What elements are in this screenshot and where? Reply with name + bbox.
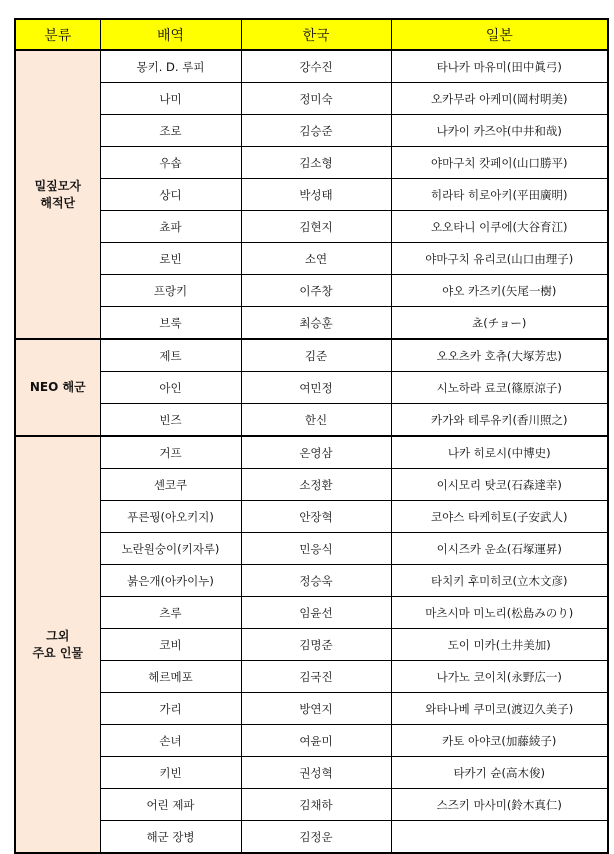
korean-actor-cell: 김현지 bbox=[241, 211, 391, 243]
role-cell: 아인 bbox=[100, 372, 241, 404]
role-cell: 프랑키 bbox=[100, 275, 241, 307]
japanese-actor-cell: 이시모리 탓코(石森達幸) bbox=[391, 469, 608, 501]
japanese-actor-cell: 야오 카즈키(矢尾一樹) bbox=[391, 275, 608, 307]
table-row bbox=[15, 565, 608, 597]
japanese-actor-cell: 야마구치 유리코(山口由理子) bbox=[391, 243, 608, 275]
role-cell: 상디 bbox=[100, 179, 241, 211]
table-row bbox=[15, 821, 608, 854]
table-row bbox=[15, 533, 608, 565]
korean-actor-cell: 정승욱 bbox=[241, 565, 391, 597]
table-row bbox=[15, 469, 608, 501]
japanese-actor-cell: 오카무라 아케미(岡村明美) bbox=[391, 83, 608, 115]
role-cell: 가리 bbox=[100, 693, 241, 725]
korean-actor-cell: 김채하 bbox=[241, 789, 391, 821]
korean-actor-cell: 임윤선 bbox=[241, 597, 391, 629]
korean-actor-cell: 소연 bbox=[241, 243, 391, 275]
korean-actor-cell: 민응식 bbox=[241, 533, 391, 565]
header-role: 배역 bbox=[100, 19, 241, 50]
japanese-actor-cell: 타카기 슌(高木俊) bbox=[391, 757, 608, 789]
role-cell: 빈즈 bbox=[100, 404, 241, 437]
korean-actor-cell: 권성혁 bbox=[241, 757, 391, 789]
role-cell: 츠루 bbox=[100, 597, 241, 629]
korean-actor-cell: 강수진 bbox=[241, 50, 391, 83]
japanese-actor-cell: 나카이 카즈야(中井和哉) bbox=[391, 115, 608, 147]
japanese-actor-cell: 카토 아야코(加藤綾子) bbox=[391, 725, 608, 757]
japanese-actor-cell: 타나카 마유미(田中眞弓) bbox=[391, 50, 608, 83]
role-cell: 키빈 bbox=[100, 757, 241, 789]
table-row bbox=[15, 147, 608, 179]
role-cell: 쵸파 bbox=[100, 211, 241, 243]
table-body bbox=[15, 50, 608, 853]
table-row bbox=[15, 693, 608, 725]
korean-actor-cell: 정미숙 bbox=[241, 83, 391, 115]
table-row bbox=[15, 757, 608, 789]
japanese-actor-cell: 히라타 히로아키(平田廣明) bbox=[391, 179, 608, 211]
japanese-actor-cell: 도이 미카(土井美加) bbox=[391, 629, 608, 661]
role-cell: 푸른꿩(아오키지) bbox=[100, 501, 241, 533]
role-cell: 제트 bbox=[100, 339, 241, 372]
table-row bbox=[15, 372, 608, 404]
role-cell: 해군 장병 bbox=[100, 821, 241, 854]
role-cell: 몽키. D. 루피 bbox=[100, 50, 241, 83]
role-cell: 손녀 bbox=[100, 725, 241, 757]
japanese-actor-cell: 와타나베 쿠미코(渡辺久美子) bbox=[391, 693, 608, 725]
korean-actor-cell: 방연지 bbox=[241, 693, 391, 725]
japanese-actor-cell: 오오츠카 호츄(大塚芳忠) bbox=[391, 339, 608, 372]
role-cell: 브룩 bbox=[100, 307, 241, 340]
japanese-actor-cell: 이시즈카 운쇼(石塚運昇) bbox=[391, 533, 608, 565]
table-row bbox=[15, 50, 608, 83]
header-korean: 한국 bbox=[241, 19, 391, 50]
korean-actor-cell: 김국진 bbox=[241, 661, 391, 693]
role-cell: 어린 제파 bbox=[100, 789, 241, 821]
japanese-actor-cell: 시노하라 료코(篠原涼子) bbox=[391, 372, 608, 404]
japanese-actor-cell: 나가노 코이치(永野広一) bbox=[391, 661, 608, 693]
japanese-actor-cell: 쵸(チョー) bbox=[391, 307, 608, 340]
role-cell: 헤르메포 bbox=[100, 661, 241, 693]
japanese-actor-cell: 카가와 테루유키(香川照之) bbox=[391, 404, 608, 437]
table-row bbox=[15, 339, 608, 372]
category-cell: 밀짚모자 해적단 bbox=[15, 50, 100, 339]
header-japanese: 일본 bbox=[391, 19, 608, 50]
table-row bbox=[15, 275, 608, 307]
korean-actor-cell: 김정운 bbox=[241, 821, 391, 854]
role-cell: 조로 bbox=[100, 115, 241, 147]
japanese-actor-cell: 스즈키 마사미(鈴木真仁) bbox=[391, 789, 608, 821]
table-row bbox=[15, 725, 608, 757]
japanese-actor-cell: 마츠시마 미노리(松島みのり) bbox=[391, 597, 608, 629]
korean-actor-cell: 박성태 bbox=[241, 179, 391, 211]
voice-cast-table bbox=[14, 18, 609, 854]
role-cell: 로빈 bbox=[100, 243, 241, 275]
korean-actor-cell: 한신 bbox=[241, 404, 391, 437]
japanese-actor-cell: 야마구치 캇페이(山口勝平) bbox=[391, 147, 608, 179]
table-row bbox=[15, 179, 608, 211]
korean-actor-cell: 김준 bbox=[241, 339, 391, 372]
table-row bbox=[15, 597, 608, 629]
role-cell: 노란원숭이(키자루) bbox=[100, 533, 241, 565]
korean-actor-cell: 최승훈 bbox=[241, 307, 391, 340]
table-row bbox=[15, 629, 608, 661]
table-row bbox=[15, 307, 608, 340]
japanese-actor-cell bbox=[391, 821, 608, 854]
japanese-actor-cell: 오오타니 이쿠에(大谷育江) bbox=[391, 211, 608, 243]
korean-actor-cell: 이주창 bbox=[241, 275, 391, 307]
role-cell: 코비 bbox=[100, 629, 241, 661]
korean-actor-cell: 김승준 bbox=[241, 115, 391, 147]
table-row bbox=[15, 501, 608, 533]
korean-actor-cell: 안장혁 bbox=[241, 501, 391, 533]
korean-actor-cell: 온영삼 bbox=[241, 436, 391, 469]
japanese-actor-cell: 타치키 후미히코(立木文彦) bbox=[391, 565, 608, 597]
korean-actor-cell: 소정환 bbox=[241, 469, 391, 501]
korean-actor-cell: 여민정 bbox=[241, 372, 391, 404]
table-row bbox=[15, 436, 608, 469]
korean-actor-cell: 김소형 bbox=[241, 147, 391, 179]
table-row bbox=[15, 243, 608, 275]
japanese-actor-cell: 나카 히로시(中博史) bbox=[391, 436, 608, 469]
korean-actor-cell: 김명준 bbox=[241, 629, 391, 661]
role-cell: 거프 bbox=[100, 436, 241, 469]
korean-actor-cell: 여윤미 bbox=[241, 725, 391, 757]
role-cell: 붉은개(아카이누) bbox=[100, 565, 241, 597]
header-category: 분류 bbox=[15, 19, 100, 50]
role-cell: 나미 bbox=[100, 83, 241, 115]
table-row bbox=[15, 661, 608, 693]
role-cell: 센코쿠 bbox=[100, 469, 241, 501]
table-row bbox=[15, 115, 608, 147]
table-row bbox=[15, 404, 608, 437]
category-cell: NEO 해군 bbox=[15, 339, 100, 436]
header-row bbox=[15, 19, 608, 50]
category-cell: 그외 주요 인물 bbox=[15, 436, 100, 853]
table-row bbox=[15, 789, 608, 821]
japanese-actor-cell: 코야스 타케히토(子安武人) bbox=[391, 501, 608, 533]
table-row bbox=[15, 211, 608, 243]
role-cell: 우솝 bbox=[100, 147, 241, 179]
table-row bbox=[15, 83, 608, 115]
